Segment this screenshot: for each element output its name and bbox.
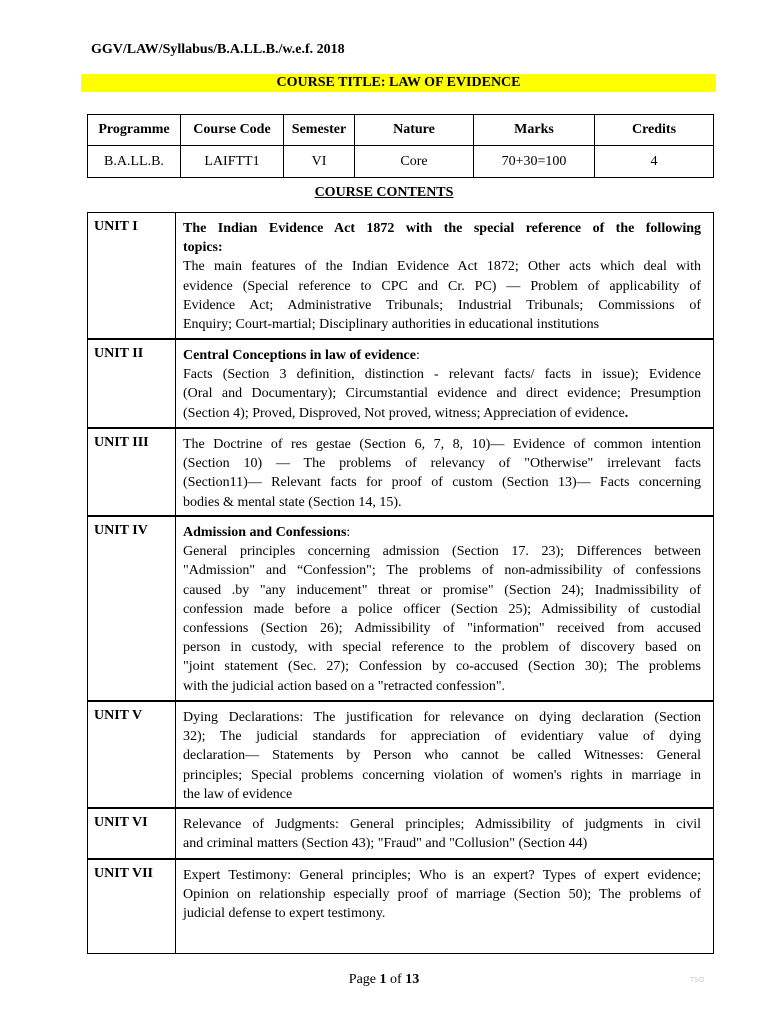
unit-label: UNIT III	[94, 435, 149, 450]
unit-text-line: Evidence Act; Administrative Tribunals; Industrial Tribunals; Commissions of	[183, 297, 701, 313]
unit-text-line: The main features of the Indian Evidence Act 1872; Other acts which deal with	[183, 259, 701, 275]
info-value-row	[88, 146, 714, 178]
unit-text-line: Opinion on relationship especially proof of marriage (Section 50); The problems of	[183, 887, 701, 903]
column-divider	[175, 860, 176, 953]
unit-text-line: Relevance of Judgments: General principles; Admissibility of judgments in civil	[183, 817, 701, 832]
column-divider	[175, 340, 176, 427]
unit-text-period: .	[624, 405, 629, 421]
unit-content	[183, 866, 701, 924]
unit-label: UNIT I	[94, 219, 138, 234]
value-nature: Core	[355, 146, 474, 178]
unit-text-line: 32); The judicial standards for appreciation of evidentiary value of dying	[183, 729, 701, 745]
unit-content	[183, 523, 701, 696]
column-divider	[175, 429, 176, 515]
unit-label: UNIT VII	[94, 866, 154, 881]
unit-label: UNIT II	[94, 346, 144, 361]
value-semester: VI	[284, 146, 355, 178]
course-contents-title: COURSE CONTENTS	[314, 185, 454, 200]
unit-text-line: principles; Special problems concerning violation of women's rights in marriage in	[183, 767, 701, 783]
unit-text-line: General principles concerning admission (Section 17. 23); Differences between	[183, 544, 701, 560]
page-separator: of	[386, 972, 406, 987]
unit-heading: Central Conceptions in law of evidence	[183, 348, 416, 363]
unit-text-line: evidence (Special reference to CPC and Cr. PC) — Problem of applicability of	[183, 278, 701, 294]
unit-row	[88, 213, 713, 340]
unit-text-line: bodies & mental state (Section 14, 15).	[183, 494, 402, 510]
unit-row	[88, 340, 713, 429]
unit-text-line: Dying Declarations: The justification for relevance on dying declaration (Section	[183, 710, 701, 725]
unit-content	[183, 435, 701, 512]
unit-text-line: confessions (Section 26); Admissibility of "information" received from accused	[183, 620, 701, 636]
unit-row	[88, 860, 713, 953]
column-divider	[175, 702, 176, 807]
unit-heading-suffix: :	[346, 525, 351, 540]
page-prefix: Page	[348, 972, 380, 987]
unit-text-line: caused .by "any inducement" threat or promise" (Section 24); Inadmissibility of	[183, 582, 701, 598]
units-table	[87, 212, 714, 954]
unit-label: UNIT IV	[94, 523, 148, 538]
unit-text-line: "Admission" and “Confession"; The problems of non-admissibility of confessions	[183, 563, 701, 579]
header-credits: Credits	[595, 115, 714, 146]
header-marks: Marks	[474, 115, 595, 146]
unit-heading-line: topics:	[183, 240, 223, 256]
unit-text-line	[183, 404, 701, 423]
unit-label: UNIT VI	[94, 815, 148, 830]
value-programme: B.A.LL.B.	[88, 146, 181, 178]
unit-text-line: the law of evidence	[183, 786, 293, 802]
unit-text-line: "joint statement (Sec. 27); Confession by co-accused (Section 30); The problems	[183, 659, 701, 675]
unit-text-line: person in custody, with special reference to the problem of discovery based on	[183, 640, 701, 656]
document-header: GGV/LAW/Syllabus/B.A.LL.B./w.e.f. 2018	[91, 42, 345, 57]
header-course-code: Course Code	[181, 115, 284, 146]
unit-row	[88, 429, 713, 517]
header-programme: Programme	[88, 115, 181, 146]
unit-text-line: (Section11)— Relevant facts for proof of custom (Section 13)— Facts concerning	[183, 475, 701, 491]
unit-label: UNIT V	[94, 708, 143, 723]
unit-heading: Admission and Confessions	[183, 525, 347, 540]
unit-text-line: (Section 10) — The problems of relevancy of "Otherwise" irrelevant facts	[183, 456, 701, 472]
unit-text-line: The Doctrine of res gestae (Section 6, 7, 8, 10)— Evidence of common intention	[183, 437, 701, 452]
unit-text: (Section 4); Proved, Disproved, Not proved, witness; Appreciation of evidence	[183, 405, 625, 421]
page-footer	[0, 972, 768, 988]
unit-heading-suffix: :	[415, 348, 420, 363]
unit-text-line: judicial defense to expert testimony.	[183, 906, 386, 922]
unit-text-line: and criminal matters (Section 43); "Fraud" and "Collusion" (Section 44)	[183, 836, 588, 852]
unit-text-line: Enquiry; Court-martial; Disciplinary authorities in educational institutions	[183, 316, 600, 332]
info-header-row	[88, 115, 714, 146]
unit-content	[183, 815, 701, 853]
unit-row	[88, 809, 713, 860]
column-divider	[175, 213, 176, 338]
unit-text-line: (Oral and Documentary); Circumstantial evidence and direct evidence; Presumption	[183, 386, 701, 402]
unit-row	[88, 702, 713, 809]
unit-content	[183, 708, 701, 804]
course-info-table	[87, 114, 714, 178]
unit-text-line: Facts (Section 3 definition, distinction - relevant facts/ facts in issue); Evidence	[183, 367, 701, 383]
column-divider	[175, 517, 176, 700]
unit-heading-line: The Indian Evidence Act 1872 with the special reference of the following	[183, 221, 701, 236]
value-course-code: LAIFTT1	[181, 146, 284, 178]
unit-text-line: Expert Testimony: General principles; Who is an expert? Types of expert evidence;	[183, 868, 701, 883]
unit-row	[88, 517, 713, 702]
unit-content	[183, 346, 701, 423]
value-marks: 70+30=100	[474, 146, 595, 178]
page-total: 13	[405, 972, 420, 987]
header-nature: Nature	[355, 115, 474, 146]
watermark: TSO	[690, 977, 705, 984]
unit-text-line: declaration— Statements by Person who cannot be called Witnesses: General	[183, 748, 701, 764]
value-credits: 4	[595, 146, 714, 178]
header-semester: Semester	[284, 115, 355, 146]
unit-content	[183, 219, 701, 334]
unit-text-line: with the judicial action based on a "retracted confession".	[183, 678, 506, 694]
column-divider	[175, 809, 176, 858]
unit-heading-line	[183, 346, 701, 365]
unit-text-line: confession made before a police officer (Section 25); Admissibility of custodial	[183, 601, 701, 617]
page-number: 1	[379, 972, 387, 987]
course-title: COURSE TITLE: LAW OF EVIDENCE	[81, 74, 716, 92]
unit-heading-line	[183, 523, 701, 542]
